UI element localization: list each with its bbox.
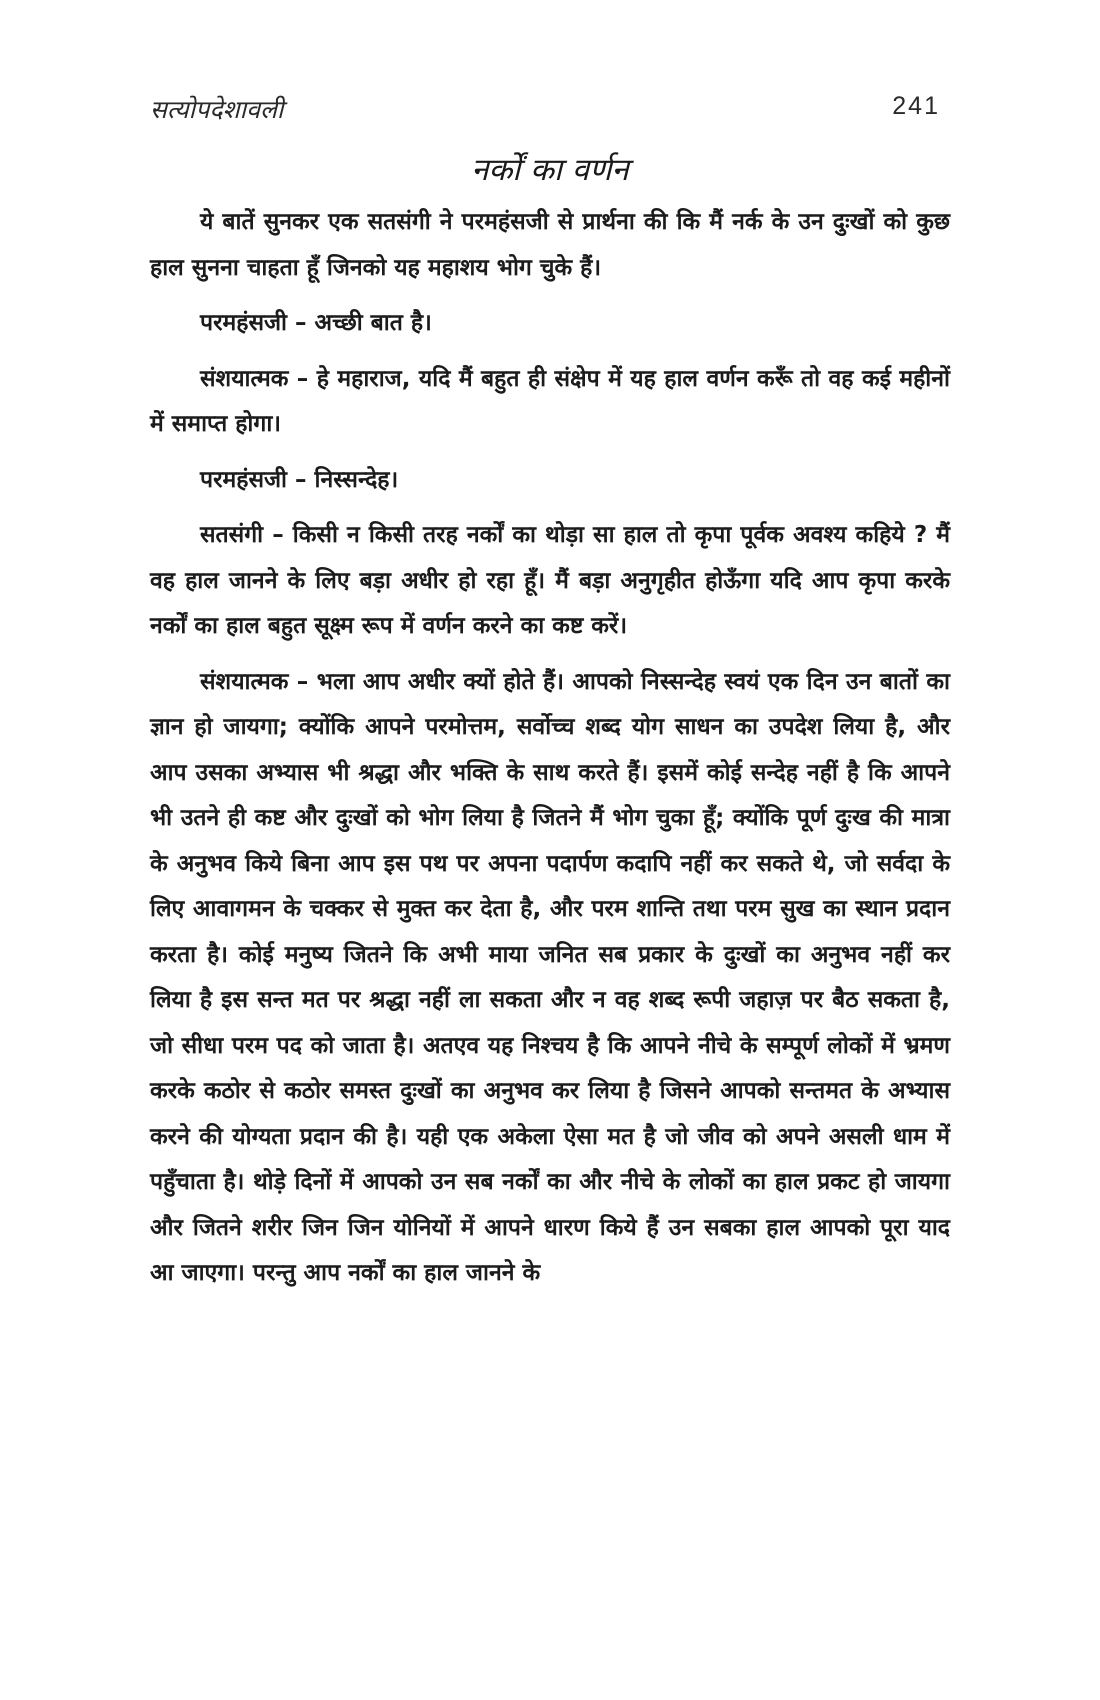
chapter-heading: नर्कों का वर्णन [471, 152, 629, 188]
paragraph-text: – हे महाराज, यदि मैं बहुत ही संक्षेप में यह हाल वर्णन करूँ तो वह कई महीनों में समाप्त होगा। [150, 365, 950, 437]
paragraph [150, 301, 950, 347]
paragraph-text: – अच्छी बात है। [287, 310, 432, 336]
speaker-name: सतसंगी [200, 522, 264, 548]
book-title: सत्योपदेशावली [150, 95, 284, 124]
speaker-name: परमहंसजी [200, 466, 288, 493]
paragraph-text: – किसी न किसी तरह नर्कों का थोड़ा सा हाल तो कृपा पूर्वक अवश्य कहिये ? मैं वह हाल जानने के लिए बड़ा अधीर हो रहा हूँ। मैं बड़ा अनुगृहीत होऊँगा यदि आप कृपा करके नर्कों का हाल बहुत सूक्ष्म रूप में वर्णन करने का कष्ट करें। [150, 522, 950, 639]
paragraph [150, 458, 950, 504]
body-text [150, 200, 950, 1307]
running-header [150, 92, 940, 132]
paragraph [150, 660, 950, 1297]
paragraph [150, 357, 950, 448]
paragraph [150, 513, 950, 650]
paragraph [150, 200, 950, 291]
paragraph-text: – भला आप अधीर क्यों होते हैं। आपको निस्सन्देह स्वयं एक दिन उन बातों का ज्ञान हो जायगा; क्योंकि आपने परमोत्तम, सर्वोच्च शब्द योग साधन का उपदेश लिया है, और आप उसका अभ्यास भी श्रद्धा और भक्ति के साथ करते हैं। इसमें कोई सन्देह नहीं है कि आपने भी उतने ही कष्ट और दुःखों को भोग लिया है जितने मैं भोग चुका हूँ; क्योंकि पूर्ण दुःख की मात्रा के अनुभव किये बिना आप इस पथ पर अपना पदार्पण कदापि नहीं कर सकते थे, जो सर्वदा के लिए आवागमन के चक्कर से मुक्त कर देता है, और परम शान्ति तथा परम सुख का स्थान प्रदान करता है। कोई मनुष्य जितने कि अभी माया जनित सब प्रकार के दुःखों का अनुभव नहीं कर लिया है इस सन्त मत पर श्रद्धा नहीं ला सकता और न वह शब्द रूपी जहाज़ पर बैठ सकता है, जो सीधा परम पद को जाता है। अतएव यह निश्चय है कि आपने नीचे के सम्पूर्ण लोकों में भ्रमण करके कठोर से कठोर समस्त दुःखों का अनुभव कर लिया है जिसने आपको सन्तमत के अभ्यास करने की योग्यता प्रदान की है। यही एक अकेला ऐसा मत है जो जीव को अपने असली धाम में पहुँचाता है। थोड़े दिनों में आपको उन सब नर्कों का और नीचे के लोकों का हाल प्रकट हो जायगा और जितने शरीर जिन जिन योनियों में आपने धारण किये हैं उन सबका हाल आपको पूरा याद आ जाएगा। परन्तु आप नर्कों का हाल जानने के [150, 668, 950, 1286]
paragraph-text: – निस्सन्देह। [287, 466, 399, 493]
speaker-name: संशयात्मक [200, 365, 289, 392]
speaker-name: परमहंसजी [200, 310, 288, 336]
speaker-name: संशयात्मक [200, 668, 289, 695]
page-number: 241 [892, 92, 940, 120]
paragraph-text: ये बातें सुनकर एक सतसंगी ने परमहंसजी से प्रार्थना की कि मैं नर्क के उन दुःखों को कुछ हाल सुनना चाहता हूँ जिनको यह महाशय भोग चुके हैं। [150, 209, 950, 281]
